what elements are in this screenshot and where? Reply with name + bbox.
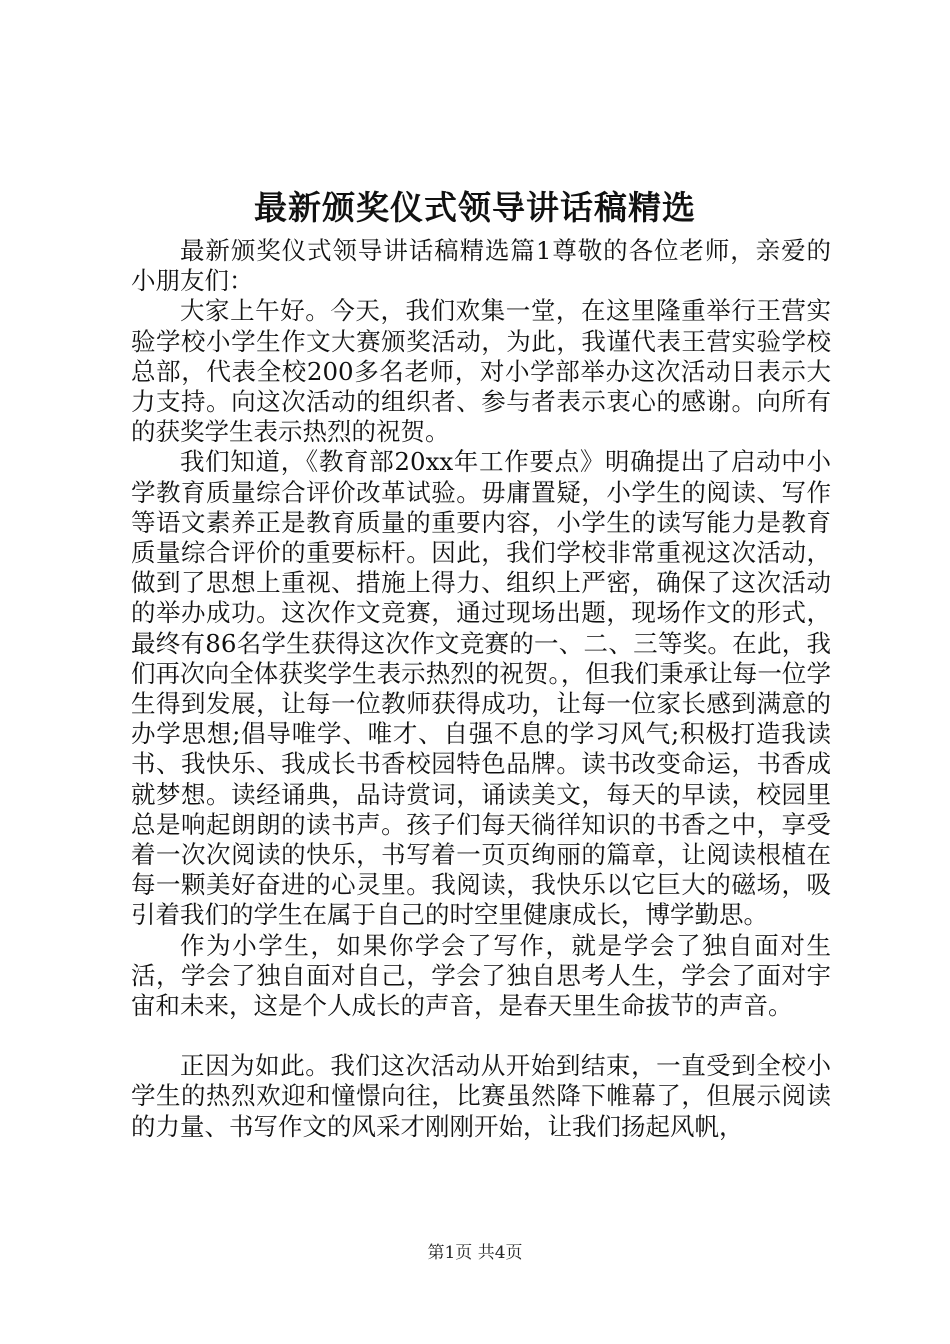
paragraph-closing: 正因为如此。我们这次活动从开始到结束，一直受到全校小学生的热烈欢迎和憧憬向往，比赛虽然降下帷幕了，但展示阅读的力量、书写作文的风采才刚刚开始，让我们扬起风帆， (131, 1051, 831, 1141)
paragraph-intro: 最新颁奖仪式领导讲话稿精选篇1尊敬的各位老师，亲爱的小朋友们： (131, 236, 831, 296)
document-body (131, 236, 831, 1142)
page-number-footer: 第1页 共4页 (427, 1243, 523, 1263)
document-title: 最新颁奖仪式领导讲话稿精选 (254, 188, 696, 227)
paragraph-writing: 作为小学生，如果你学会了写作，就是学会了独自面对生活，学会了独自面对自己，学会了独自思考人生，学会了面对宇宙和未来，这是个人成长的声音，是春天里生命拔节的声音。 (131, 930, 831, 1021)
paragraph-main: 我们知道，《教育部20xx年工作要点》明确提出了启动中小学教育质量综合评价改革试验。毋庸置疑，小学生的阅读、写作等语文素养正是教育质量的重要内容，小学生的读写能力是教育质量综合评价的重要标杆。因此，我们学校非常重视这次活动，做到了思想上重视、措施上得力、组织上严密，确保了这次活动的举办成功。这次作文竞赛，通过现场出题，现场作文的形式，最终有86名学生获得这次作文竞赛的一、二、三等奖。在此，我们再次向全体获奖学生表示热烈的祝贺。，但我们秉承让每一位学生得到发展，让每一位教师获得成功，让每一位家长感到满意的办学思想;倡导唯学、唯才、自强不息的学习风气;积极打造我读书、我快乐、我成长书香校园特色品牌。读书改变命运，书香成就梦想。读经诵典，品诗赏词，诵读美文，每天的早读，校园里总是响起朗朗的读书声。孩子们每天徜徉知识的书香之中，享受着一次次阅读的快乐，书写着一页页绚丽的篇章，让阅读根植在每一颗美好奋进的心灵里。我阅读，我快乐以它巨大的磁场，吸引着我们的学生在属于自己的时空里健康成长，博学勤思。 (131, 447, 831, 930)
paragraph-greeting: 大家上午好。今天，我们欢集一堂，在这里隆重举行王营实验学校小学生作文大赛颁奖活动，为此，我谨代表王营实验学校总部，代表全校200多名老师，对小学部举办这次活动日表示大力支持。向这次活动的组织者、参与者表示衷心的感谢。向所有的获奖学生表示热烈的祝贺。 (131, 296, 831, 447)
paragraph-spacer (131, 1021, 831, 1051)
